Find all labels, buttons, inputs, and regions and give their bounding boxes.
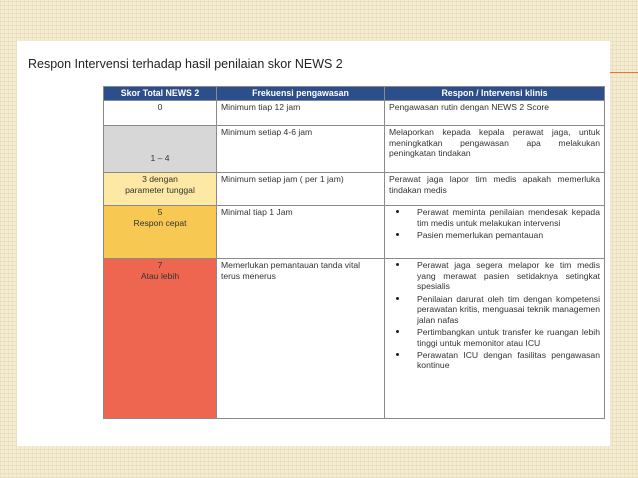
- table-header-row: [104, 87, 605, 101]
- list-item: Perawat meminta penilaian mendesak kepada tim medis untuk melakukan intervensi: [417, 207, 600, 228]
- header-response: Respon / Intervensi klinis: [385, 87, 605, 101]
- list-item: Penilaian darurat oleh tim dengan kompetensi perawatan kritis, menguasai teknik managemen jalan nafas: [417, 293, 600, 325]
- score-value: 3 dengan: [142, 174, 178, 185]
- list-item: Perawatan ICU dengan fasilitas pengawasan kontinue: [417, 349, 600, 371]
- score-label: Respon cepat: [133, 217, 187, 228]
- response-cell: Melaporkan kepada kepala perawat jaga, untuk meningkatkan pengawasan apa melakukan peningkatan tindakan: [385, 126, 605, 173]
- score-cell: [104, 126, 217, 173]
- list-item: Pasien memerlukan pemantauan: [417, 230, 600, 240]
- news2-response-table: [103, 86, 605, 419]
- table-row: [104, 206, 605, 259]
- frequency-cell: Minimal tiap 1 Jam: [217, 206, 385, 259]
- table-row: [104, 101, 605, 126]
- response-cell: Pengawasan rutin dengan NEWS 2 Score: [385, 101, 605, 126]
- response-cell: Perawat jaga lapor tim medis apakah memerluka tindakan medis: [385, 173, 605, 206]
- score-value: 5: [157, 207, 163, 218]
- response-list: [389, 207, 600, 240]
- frequency-cell: Minimum setiap jam ( per 1 jam): [217, 173, 385, 206]
- response-cell: [385, 206, 605, 259]
- score-cell: [104, 259, 217, 419]
- header-score: Skor Total NEWS 2: [104, 87, 217, 101]
- frequency-cell: Minimum setiap 4-6 jam: [217, 126, 385, 173]
- score-value: 7: [157, 260, 163, 271]
- score-cell: [104, 173, 217, 206]
- frequency-cell: Minimum tiap 12 jam: [217, 101, 385, 126]
- table-row: [104, 126, 605, 173]
- response-cell: [385, 259, 605, 419]
- response-list: [389, 260, 600, 371]
- score-cell: [104, 206, 217, 259]
- table-row: [104, 173, 605, 206]
- score-value: 1 – 4: [150, 152, 170, 163]
- score-label: parameter tunggal: [125, 184, 195, 195]
- table-caption: Respon Intervensi terhadap hasil penilaian skor NEWS 2: [28, 57, 343, 71]
- table-row: [104, 259, 605, 419]
- list-item: Perawat jaga segera melapor ke tim medis yang merawat pasien setidaknya setingkat spesialis: [417, 260, 600, 292]
- accent-line: [610, 72, 638, 73]
- score-cell: [104, 101, 217, 126]
- header-frequency: Frekuensi pengawasan: [217, 87, 385, 101]
- score-value: 0: [157, 102, 163, 113]
- list-item: Pertimbangkan untuk transfer ke ruangan lebih tinggi untuk memonitor atau ICU: [417, 327, 600, 348]
- frequency-cell: Memerlukan pemantauan tanda vital terus menerus: [217, 259, 385, 419]
- slide: [17, 41, 610, 446]
- score-label: Atau lebih: [140, 270, 180, 281]
